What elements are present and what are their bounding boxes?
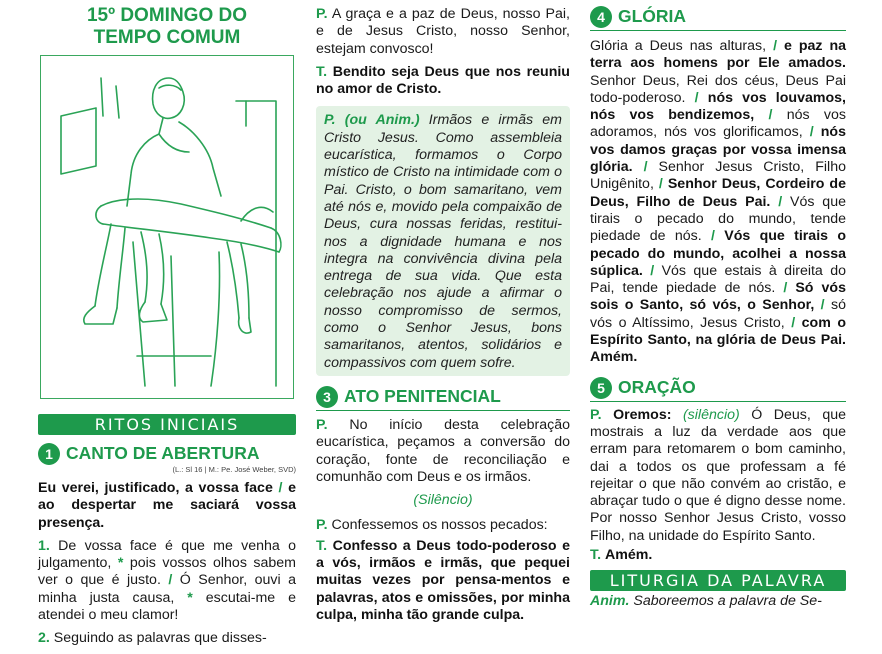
canto-verse-2: 2. Seguindo as palavras que disses- — [38, 630, 267, 647]
column-1 — [38, 0, 296, 654]
oracao-t: T. Amém. — [590, 547, 653, 564]
canto-heading — [38, 443, 296, 465]
section-number-badge: 4 — [590, 6, 612, 28]
canto-credit: (L.: Sl 16 | M.: Pe. José Weber, SVD) — [172, 465, 296, 474]
illustration-svg — [41, 56, 292, 397]
oracao-title: ORAÇÃO — [618, 376, 696, 397]
ato-title: ATO PENITENCIAL — [344, 386, 501, 407]
animador-box: P. (ou Anim.) Irmãos e irmãs em Cristo Jesus. Como assembleia eucarística, formamos o Corpo místico de Cristo na intimidade com o Pai. Cristo, o bom samaritano, vem até nós e, movido pela compaixão de Deus, cura nossas feridas, restitui-nos a dignidade humana e nos integra na convivência divina pela entrega de sua vida. Que esta celebração nos ajude a afirmar o nosso compromisso de sermos, como o Senhor Jesus, bons samaritanos, atentos, solidários e compassivos com quem sofre. — [316, 106, 570, 375]
liturgia-banner: LITURGIA DA PALAVRA — [590, 570, 846, 591]
canto-title: CANTO DE ABERTURA — [66, 443, 260, 464]
column-3 — [590, 0, 846, 617]
oracao-rule — [590, 401, 846, 402]
ato-p2: P. Confessemos os nossos pecados: — [316, 517, 548, 534]
liturgia-anim: Anim. Saboreemos a palavra de Se- — [590, 593, 822, 610]
saudacao-t: T. Bendito seja Deus que nos reuniu no amor de Cristo. — [316, 63, 570, 98]
saudacao-p: P. A graça e a paz de Deus, nosso Pai, e de Jesus Cristo, nosso Senhor, estejam convosco! — [316, 6, 570, 57]
ato-p1: P. No início desta celebração eucarística, peçamos a conversão do coração, fonte de reconciliação e comunhão com Deus e os irmãos. — [316, 416, 570, 485]
gloria-rule — [590, 30, 846, 31]
canto-refrain: Eu verei, justificado, a vossa face / e ao despertar me saciará vossa presença. — [38, 480, 296, 531]
gloria-title: GLÓRIA — [618, 6, 687, 27]
section-number-badge: 5 — [590, 377, 612, 399]
canto-verse-1: 1. De vossa face é que me venha o julgamento, * pois vossos olhos sabem ver o que é justo. / Ó Senhor, ouvi a minha justa causa, * escutai-me e atendei o meu clamor! — [38, 537, 297, 624]
page-title: 15º DOMINGO DO TEMPO COMUM — [86, 5, 247, 48]
ato-heading — [316, 386, 570, 408]
section-number-badge: 3 — [316, 386, 338, 408]
gloria-heading — [590, 6, 846, 28]
gloria-text: Glória a Deus nas alturas, / e paz na terra aos homens por Ele amados. Senhor Deus, Rei dos céus, Deus Pai todo-poderoso. / nós vos louvamos, nós vos bendizemos, / nós vos adoramos, nós vos glorificamos, / nós vos damos graças por vossa imensa glória. / Senhor Jesus Cristo, Filho Unigênito, / Senhor Deus, Cordeiro de Deus, Filho de Deus Pai. / Vós que tirais o pecado do mundo, tende piedade de nós. / Vós que tirais o pecado do mundo, acolhei a nossa súplica. / Vós que estais à direita do Pai, tende piedade de nós. / Só vós sois o Santo, só vós, o Senhor, / só vós o Altíssimo, Jesus Cristo, / com o Espírito Santo, na glória de Deus Pai. Amém. — [590, 38, 846, 366]
oracao-heading — [590, 377, 846, 399]
ritos-iniciais-banner: RITOS INICIAIS — [38, 414, 296, 435]
ato-t: T. Confesso a Deus todo-poderoso e a vós, irmãos e irmãs, que pequei muitas vezes por pensa-mentos e palavras, atos e omissões, por minha culpa, minha tão grande culpa. — [316, 537, 570, 623]
ato-silence: (Silêncio) — [413, 492, 473, 509]
oracao-text: P. Oremos: (silêncio) Ó Deus, que mostrais a luz da verdade aos que erram para retomarem o bom caminho, dai a todos os que professam a fé rejeitar o que não convém ao cristão, e abraçar tudo o que é digno desse nome. Por nosso Senhor Jesus Cristo, vosso Filho, na unidade do Espírito Santo. — [590, 406, 847, 544]
ato-rule — [316, 410, 570, 411]
good-samaritan-drawing-icon — [40, 55, 294, 399]
section-number-badge: 1 — [38, 443, 60, 465]
column-2 — [316, 6, 570, 630]
